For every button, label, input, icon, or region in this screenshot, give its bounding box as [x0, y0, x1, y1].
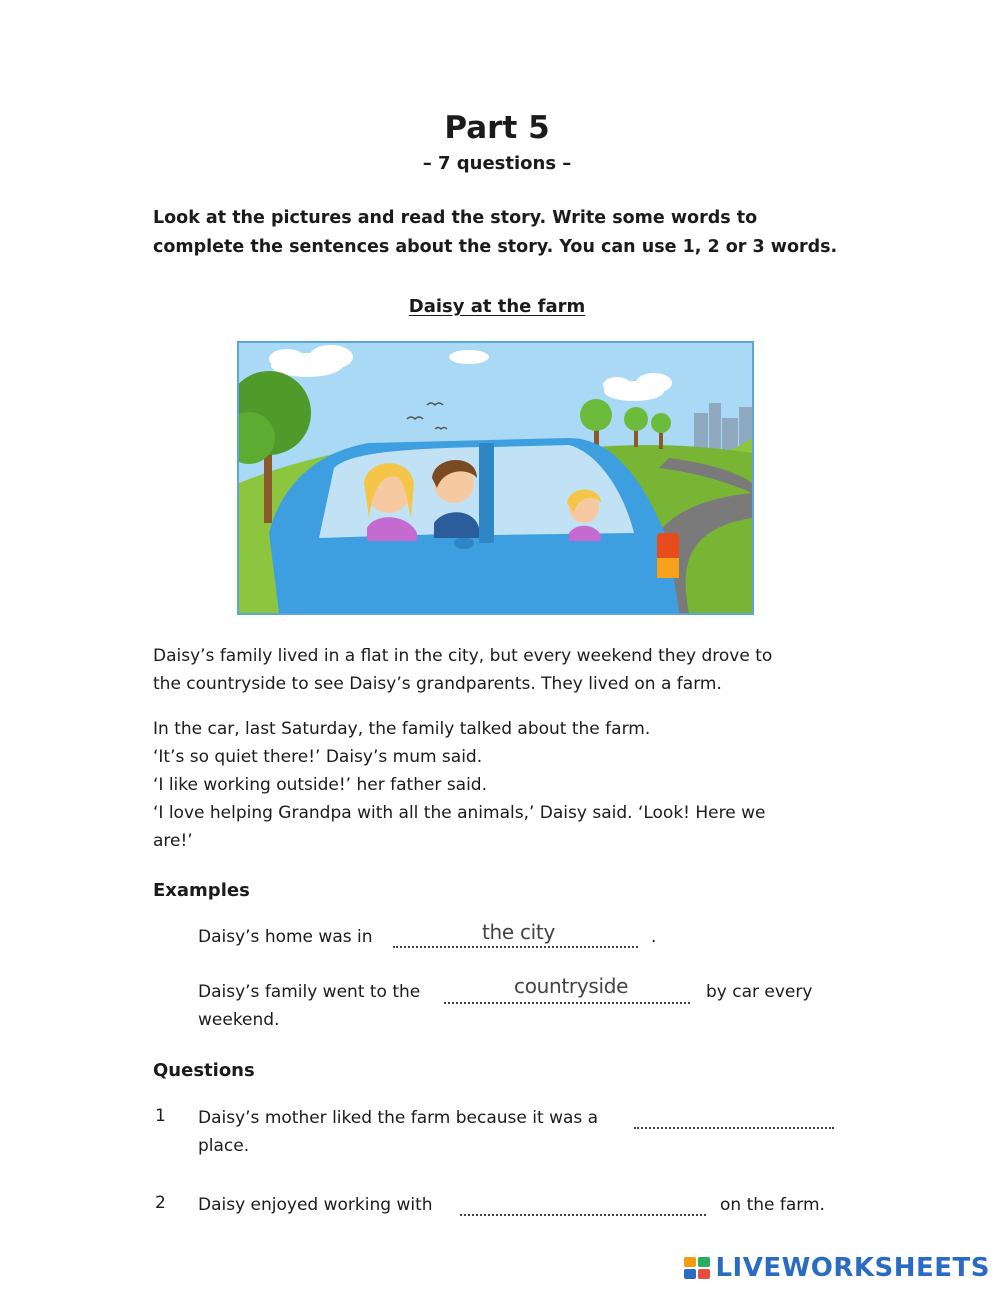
example-answer: the city: [482, 920, 556, 944]
question-sentence-end: on the farm.: [720, 1195, 825, 1215]
instructions-line: complete the sentences about the story. You can use 1, 2 or 3 words.: [153, 237, 838, 257]
instructions: [153, 204, 853, 262]
example-sentence: Daisy’s family went to the: [198, 982, 421, 1002]
instructions-line: Look at the pictures and read the story. Write some words to: [153, 208, 758, 228]
example-sentence: Daisy’s home was in: [198, 927, 373, 947]
story-line: ‘I love helping Grandpa with all the animals,’ Daisy said. ‘Look! Here we: [153, 803, 766, 823]
example-answer-line: [444, 1002, 690, 1004]
liveworksheets-logo: [683, 1250, 990, 1286]
page-subtitle: – 7 questions –: [422, 153, 572, 174]
question-continuation: place.: [198, 1136, 250, 1156]
story-paragraph: [153, 715, 841, 855]
question-1-answer-field[interactable]: [634, 1127, 834, 1129]
question-sentence: Daisy’s mother liked the farm because it was a: [198, 1108, 599, 1128]
question-number: 2: [155, 1193, 166, 1213]
example-answer: countryside: [514, 974, 629, 998]
story-line: the countryside to see Daisy’s grandparents. They lived on a farm.: [153, 674, 722, 694]
story-line: ‘It’s so quiet there!’ Daisy’s mum said.: [153, 747, 483, 767]
story-line: Daisy’s family lived in a flat in the city, but every weekend they drove to: [153, 646, 773, 666]
brand-name: LIVEWORKSHEETS: [715, 1253, 990, 1283]
story-paragraph: [153, 642, 841, 698]
example-continuation: weekend.: [198, 1010, 280, 1030]
example-answer-line: [393, 946, 638, 948]
question-number: 1: [155, 1106, 166, 1126]
example-punctuation: .: [651, 927, 657, 947]
page-title: Part 5: [444, 110, 550, 146]
family-in-car-illustration: [239, 343, 752, 613]
questions-heading: Questions: [153, 1060, 255, 1081]
examples-heading: Examples: [153, 880, 250, 901]
story-title: Daisy at the farm: [408, 296, 586, 317]
story-illustration: [237, 341, 754, 615]
story-line: ‘I like working outside!’ her father said.: [153, 775, 488, 795]
liveworksheets-logo-icon: [683, 1255, 713, 1281]
story-line: are!’: [153, 831, 193, 851]
example-sentence-end: by car every: [706, 982, 813, 1002]
story-line: In the car, last Saturday, the family talked about the farm.: [153, 719, 651, 739]
question-sentence: Daisy enjoyed working with: [198, 1195, 433, 1215]
question-2-answer-field[interactable]: [460, 1214, 706, 1216]
